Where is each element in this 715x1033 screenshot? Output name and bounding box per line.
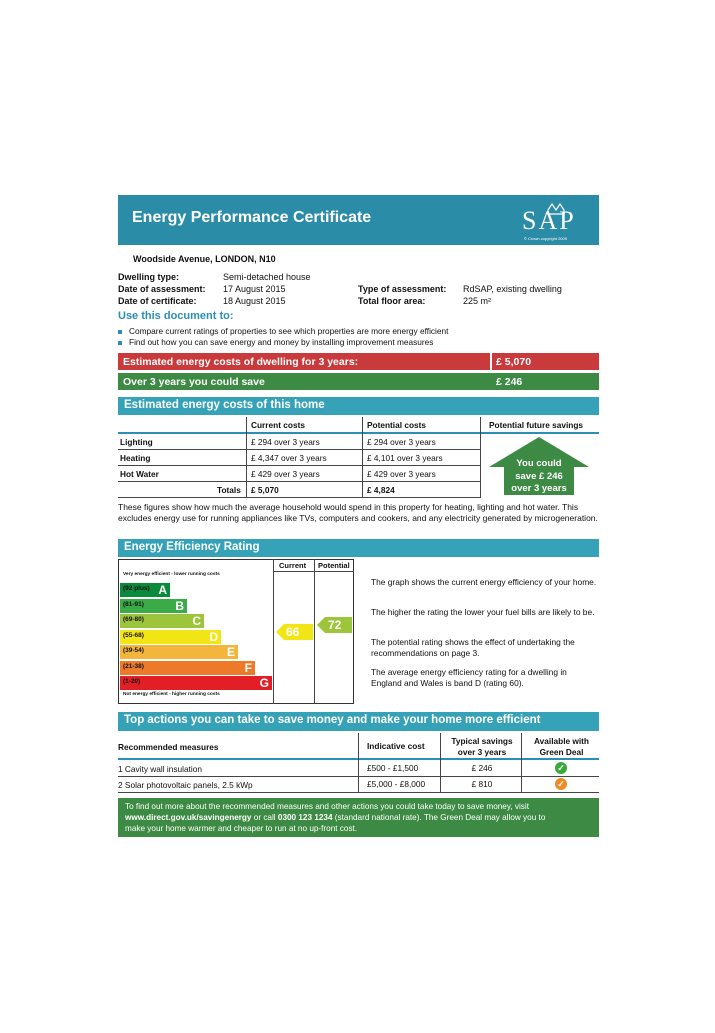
- use-doc-bullet-2: Find out how you can save energy and money by installing improvement measures: [118, 337, 433, 347]
- savings-summary-value: £ 246: [496, 376, 523, 388]
- footer-line-2: www.direct.gov.uk/savingenergy or call 0300 123 1234 (standard national rate). The Green Deal may allow you to: [125, 813, 546, 822]
- current-rating-value: 66: [286, 625, 300, 639]
- rating-band-letter: F: [244, 660, 252, 675]
- table-divider: [118, 432, 599, 434]
- rating-col-potential: Potential: [318, 561, 350, 570]
- rating-band-range: (69-80): [123, 616, 144, 623]
- sap-logo: SAP © Crown copyright 2009: [522, 206, 576, 241]
- measure-2-cost: £5,000 - £8,000: [367, 779, 426, 789]
- rating-band-letter: A: [158, 583, 167, 597]
- totals-current: £ 5,070: [251, 485, 279, 495]
- rating-band-d: [120, 630, 221, 644]
- footer-info-box: [118, 798, 599, 837]
- footer-line-3: make your home warmer and cheaper to run at no up-front cost.: [125, 824, 358, 833]
- row-heating-potential: £ 4,101 over 3 years: [367, 453, 443, 463]
- rating-band-a: [120, 583, 170, 597]
- dwelling-type-label: Dwelling type:: [118, 272, 180, 282]
- costs-summary-value: £ 5,070: [496, 356, 532, 368]
- rating-para-3: The potential rating shows the effect of undertaking the recommendations on page 3.: [371, 637, 575, 658]
- check-icon: ✓: [555, 762, 567, 774]
- row-lighting-potential: £ 294 over 3 years: [367, 437, 436, 447]
- property-address: Woodside Avenue, LONDON, N10: [133, 254, 276, 264]
- figures-note: These figures show how much the average household would spend in this property for heating, lighting and hot water. This excludes energy use for running appliances like TVs, computers and cookers, and any electricity generated by microgeneration.: [118, 502, 598, 523]
- rating-band-e: [120, 645, 238, 659]
- col-potential-costs: Potential costs: [367, 420, 427, 430]
- floor-area-label: Total floor area:: [358, 296, 426, 306]
- row-line: [118, 497, 480, 498]
- page-title: Energy Performance Certificate: [132, 209, 372, 226]
- type-assessment-label: Type of assessment:: [358, 284, 447, 294]
- rating-band-range: (39-54): [123, 647, 144, 654]
- rating-col-line: [273, 559, 274, 704]
- rating-para-2: The higher the rating the lower your fuel bills are likely to be.: [371, 607, 595, 617]
- actions-row-line: [118, 776, 599, 777]
- use-doc-bullet-1: Compare current ratings of properties to see which properties are more energy efficient: [118, 326, 448, 336]
- rating-header-line: [273, 571, 354, 572]
- rating-band-b: [120, 599, 187, 613]
- row-lighting-label: Lighting: [120, 437, 153, 447]
- date-assessment-label: Date of assessment:: [118, 284, 206, 294]
- measure-1-cost: £500 - £1,500: [367, 763, 419, 773]
- rating-top-note: Very energy efficient - lower running costs: [123, 572, 220, 577]
- actions-col-line: [358, 733, 359, 793]
- measure-1-name: 1 Cavity wall insulation: [118, 764, 202, 774]
- type-assessment-value: RdSAP, existing dwelling: [463, 284, 562, 294]
- row-lighting-current: £ 294 over 3 years: [251, 437, 320, 447]
- actions-col-line: [521, 733, 522, 793]
- totals-potential: £ 4,824: [367, 485, 395, 495]
- costs-summary-bar: [118, 353, 599, 370]
- rating-band-letter: C: [192, 614, 201, 628]
- measure-1-savings: £ 246: [471, 763, 493, 773]
- row-line: [118, 481, 480, 482]
- rating-band-range: (92 plus): [123, 585, 150, 592]
- row-heating-label: Heating: [120, 453, 151, 463]
- date-certificate-value: 18 August 2015: [223, 296, 286, 306]
- floor-area-value: 225 m²: [463, 296, 492, 306]
- date-assessment-value: 17 August 2015: [223, 284, 286, 294]
- rating-col-line: [314, 559, 315, 704]
- actions-row-line: [118, 792, 599, 793]
- costs-section-header: Estimated energy costs of this home: [118, 397, 599, 415]
- actions-section-header: Top actions you can take to save money and make your home more efficient: [118, 712, 599, 731]
- col-line: [362, 417, 363, 498]
- savings-summary-bar: [118, 373, 599, 390]
- col-green-deal: Available with Green Deal: [533, 736, 590, 757]
- rating-band-letter: E: [226, 645, 235, 659]
- rating-para-4: The average energy efficiency rating for a dwelling in England and Wales is band D (rating 60).: [371, 667, 567, 688]
- dwelling-type-value: Semi-detached house: [223, 272, 311, 282]
- savings-summary-label: Over 3 years you could save: [123, 376, 265, 388]
- measure-2-savings: £ 810: [471, 779, 493, 789]
- row-hotwater-potential: £ 429 over 3 years: [367, 469, 436, 479]
- rating-para-1: The graph shows the current energy efficiency of your home.: [371, 577, 597, 587]
- footer-link[interactable]: www.direct.gov.uk/savingenergy: [125, 813, 252, 822]
- totals-label: Totals: [217, 485, 241, 495]
- rating-band-range: (1-20): [123, 678, 141, 685]
- row-line: [118, 449, 480, 450]
- use-doc-heading: Use this document to:: [118, 310, 234, 322]
- col-typical-savings: Typical savings over 3 years: [451, 736, 513, 757]
- rating-col-current: Current: [279, 561, 307, 570]
- date-certificate-label: Date of certificate:: [118, 296, 197, 306]
- savings-arrow-text: You could save £ 246 over 3 years: [511, 458, 567, 494]
- costs-summary-label: Estimated energy costs of dwelling for 3 years:: [123, 356, 359, 368]
- col-future-savings: Potential future savings: [489, 420, 584, 430]
- row-hotwater-current: £ 429 over 3 years: [251, 469, 320, 479]
- actions-col-line: [440, 733, 441, 793]
- measure-2-name: 2 Solar photovoltaic panels, 2.5 kWp: [118, 780, 253, 790]
- rating-band-c: [120, 614, 204, 628]
- col-indicative-cost: Indicative cost: [367, 741, 425, 751]
- col-recommended-measures: Recommended measures: [118, 742, 219, 752]
- rating-band-letter: G: [259, 676, 269, 690]
- rating-band-f: [120, 661, 255, 675]
- rating-section-header: Energy Efficiency Rating: [118, 539, 599, 557]
- rating-band-letter: D: [209, 629, 218, 644]
- rating-band-letter: B: [175, 598, 184, 613]
- row-hotwater-label: Hot Water: [120, 469, 159, 479]
- row-heating-current: £ 4,347 over 3 years: [251, 453, 327, 463]
- rating-band-range: (21-38): [123, 662, 144, 670]
- footer-line-1: To find out more about the recommended measures and other actions you could take today to save money, visit: [125, 802, 529, 811]
- col-line: [246, 417, 247, 498]
- rating-bottom-note: Not energy efficient - higher running costs: [123, 692, 220, 697]
- check-icon: ✓: [555, 778, 567, 790]
- col-line: [480, 417, 481, 498]
- rating-band-range: (81-91): [123, 600, 144, 608]
- potential-rating-value: 72: [328, 618, 342, 632]
- rating-band-range: (55-68): [123, 631, 144, 639]
- rating-band-g: [120, 676, 272, 690]
- row-line: [118, 465, 480, 466]
- col-current-costs: Current costs: [251, 420, 305, 430]
